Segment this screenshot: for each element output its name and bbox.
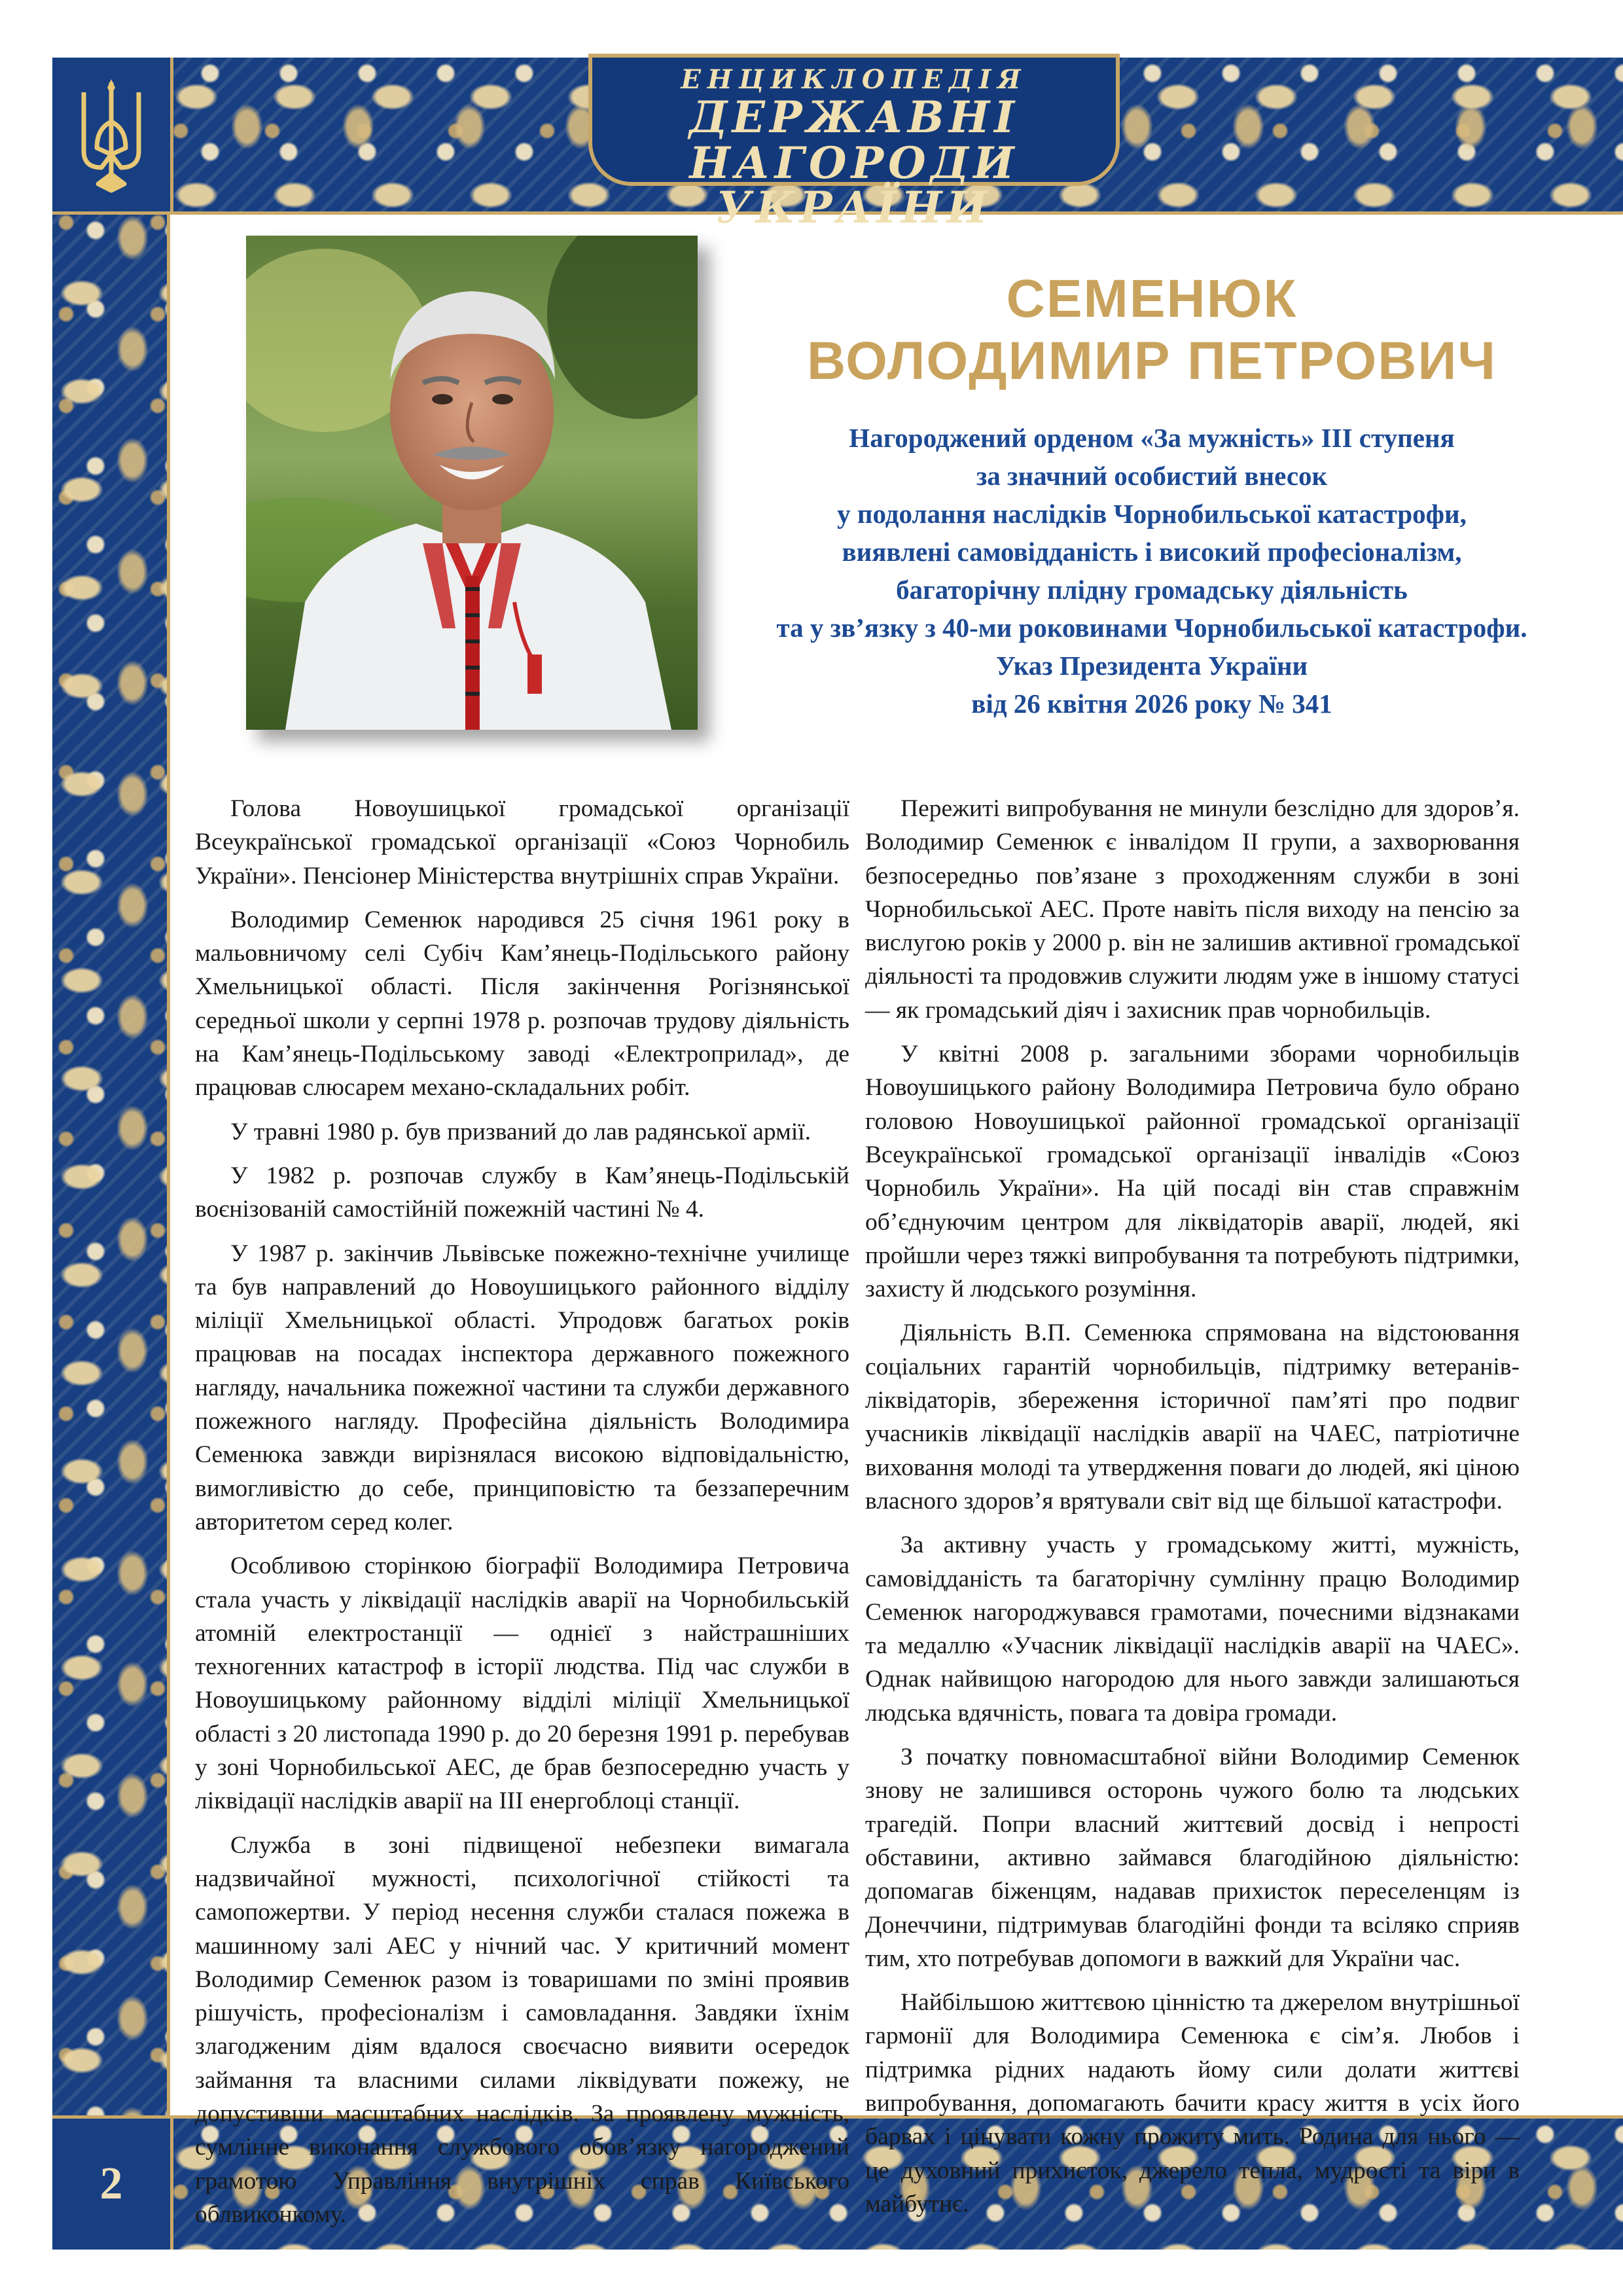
page-number: 2 (99, 2159, 123, 2209)
left-ornament-border (52, 58, 170, 2214)
biography-column-left (195, 792, 849, 2242)
portrait-photo (246, 236, 698, 730)
award-line: у подолання наслідків Чорнобильської катастрофи, (837, 499, 1467, 529)
header-line-1: ЕНЦИКЛОПЕДІЯ (681, 64, 1027, 95)
award-line: від 26 квітня 2026 року № 341 (971, 689, 1332, 719)
header-line-2: ДЕРЖАВНІ НАГОРОДИ (689, 92, 1019, 188)
paragraph: Володимир Семенюк народився 25 січня 1961 року в мальовничому селі Субіч Кам’янець-Подільського району Хмельницької області. Після закінчення Рогізнянської середньої школи у серпні 1978 р. розпочав трудову діяльність на Кам’янець-Подільському заводі «Електроприлад», де працював слюсарем механо-складальних робіт. (195, 906, 849, 1102)
award-description (720, 419, 1584, 723)
person-given-names: ВОЛОДИМИР ПЕТРОВИЧ (806, 331, 1497, 391)
award-line: Нагороджений орденом «За мужність» ІІІ ступеня (849, 423, 1455, 453)
header-line-3: УКРАЇНИ (716, 182, 992, 233)
trident-icon (72, 76, 151, 194)
paragraph: За активну участь у громадському житті, мужність, самовідданість та багаторічну сумлінну працю Володимир Семенюк нагороджувався грамотами, почесними відзнаками та медаллю «Учасник ліквідації наслідків аварії на ЧАЕС». Однак найвищою нагородою для нього завжди залишаються людська вдячність, повага та довіра громади. (865, 1532, 1520, 1727)
award-line: за значний особистий внесок (976, 461, 1328, 491)
biography-column-right (865, 792, 1520, 2231)
paragraph: Служба в зоні підвищеної небезпеки вимагала надзвичайної мужності, психологічної стійкості та самопожертви. У період несення служби сталася пожежа в машинному залі АЕС у нічний час. У критичний момент Володимир Семенюк разом із товаришами по зміні проявив рішучість, професіоналізм і самовладання. Завдяки їхнім злагодженим діям вдалося своєчасно виявити осередок займання та власними силами ліквідувати пожежу, не допустивши масштабних наслідків. За проявлену мужність, сумлінне виконання службового обов’язку нагороджений грамотою Управління внутрішніх справ Київського облвиконкому. (195, 1831, 849, 2228)
page-number-box (52, 2115, 173, 2250)
encyclopedia-title-plate (592, 58, 1116, 233)
award-line: багаторічну плідну громадську діяльність (896, 575, 1408, 605)
paragraph: З початку повномасштабної війни Володимир Семенюк знову не залишився осторонь чужого болю та людських трагедій. Попри власний життєвий досвід і непрості обставини, активно займався благодійною діяльністю: допомагав біженцям, надавав прихисток переселенцям із Донеччини, підтримував благодійні фонди та всіляко сприяв тим, хто потребував допомоги в важкий для України час. (865, 1744, 1520, 1972)
award-line: виявлені самовідданість і високий професіоналізм, (842, 537, 1462, 567)
paragraph: Голова Новоушицької громадської організації Всеукраїнської громадської організації «Союз Чорнобиль України». Пенсіонер Міністерства внутрішніх справ України. (195, 795, 849, 889)
paragraph: У травні 1980 р. був призваний до лав радянської армії. (230, 1118, 812, 1145)
paragraph: Найбільшою життєвою цінністю та джерелом внутрішньої гармонії для Володимира Семенюка є сім’я. Любов і підтримка рідних надають йому сили долати життєві випробування, допомагають бачити красу життя в усіх його барвах і цінувати кожну прожиту мить. Родина для нього — це духовний прихисток, джерело тепла, мудрості та віри в майбутнє. (865, 1989, 1520, 2217)
paragraph: Особливою сторінкою біографії Володимира Петровича стала участь у ліквідації наслідків аварії на Чорнобильській атомній електростанції — однієї з найстрашніших техногенних катастроф в історії людства. Під час служби в Новоушицькому районному відділі міліції Хмельницької області з 20 листопада 1990 р. до 20 березня 1991 р. перебував у зоні Чорнобильської АЕС, де брав безпосередню участь у ліквідації наслідків аварії на ІІІ енергоблоці станції. (195, 1552, 849, 1815)
award-line: та у зв’язку з 40-ми роковинами Чорнобильської катастрофи. (776, 613, 1527, 643)
paragraph: У 1982 р. розпочав службу в Кам’янець-Подільській воєнізованій самостійній пожежній частині № 4. (195, 1162, 849, 1223)
award-line: Указ Президента України (995, 651, 1308, 681)
paragraph: Діяльність В.П. Семенюка спрямована на відстоювання соціальних гарантій чорнобильців, підтримку ветеранів-ліквідаторів, збереження історичної пам’яті про подвиг учасників ліквідації наслідків аварії на ЧАЕС, патріотичне виховання молоді та утвердження поваги до людей, які ціною власного здоров’я врятували світ від ще більшої катастрофи. (865, 1319, 1520, 1515)
person-surname: СЕМЕНЮК (1006, 269, 1298, 329)
paragraph: У 1987 р. закінчив Львівське пожежно-технічне училище та був направлений до Новоушицького районного відділу міліції Хмельницької області. Упродовж багатьох років працював на посадах інспектора державного пожежного нагляду, начальника пожежної частини та служби державного пожежного нагляду. Професійна діяльність Володимира Семенюка завжди вирізнялася високою відповідальністю, вимогливістю до себе, принциповістю та беззаперечним авторитетом серед колег. (195, 1240, 849, 1535)
emblem-box (52, 58, 173, 215)
paragraph: У квітні 2008 р. загальними зборами чорнобильців Новоушицького району Володимира Петровича було обрано головою Новоушицької районної громадської організації Всеукраїнської громадської організації інвалідів «Союз Чорнобиль України». На цій посаді він став справжнім об’єднуючим центром для ліквідаторів аварії, людей, які пройшли через тяжкі випробування та потребують підтримки, захисту й людського розуміння. (865, 1041, 1520, 1303)
paragraph: Пережиті випробування не минули безслідно для здоров’я. Володимир Семенюк є інвалідом ІІ групи, а захворювання безпосередньо пов’язане з проходженням служби в зоні Чорнобильської АЕС. Проте навіть після виходу на пенсію за вислугою років у 2000 р. він не залишив активної громадської діяльності та продовжив служити людям уже в іншому статусі — як громадський діяч і захисник прав чорнобильців. (865, 795, 1520, 1024)
